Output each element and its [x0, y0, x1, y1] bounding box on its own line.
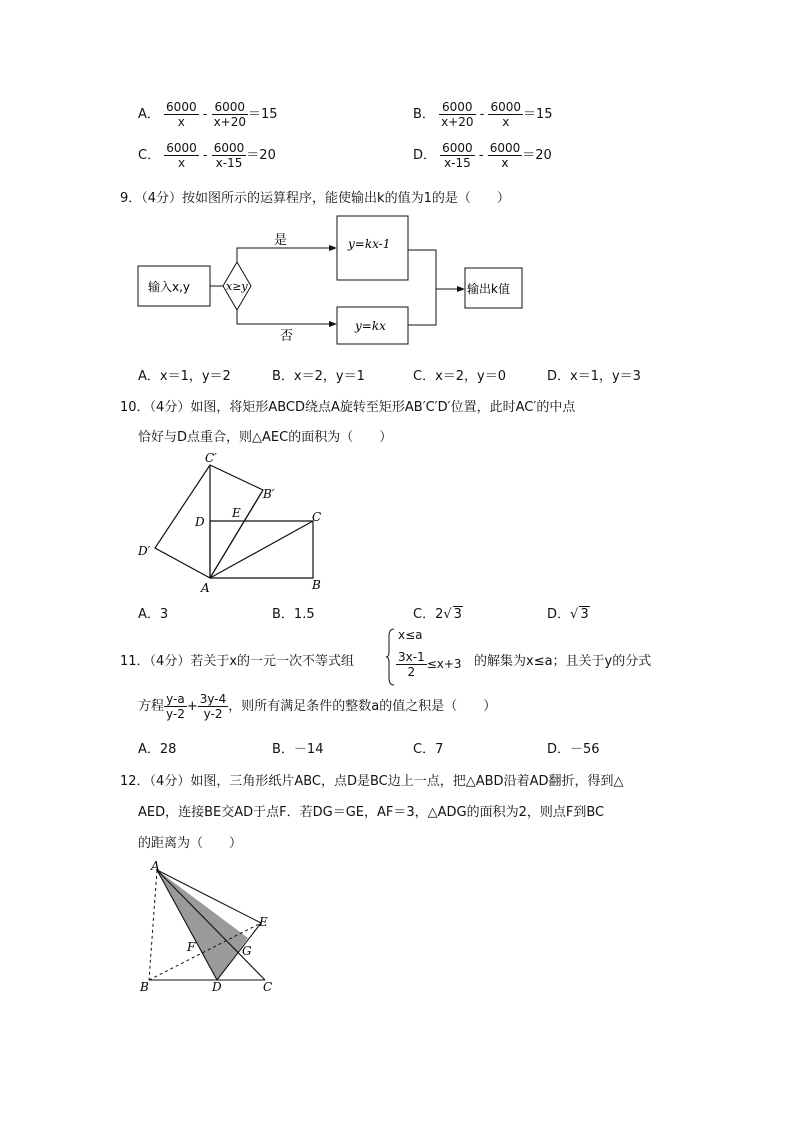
q11-inequality-system: x≤a $\frac{3x-1}{2}$ ≤x+3: [386, 626, 476, 688]
fraction: $\frac{6000}{x-15}$: [442, 141, 473, 170]
q8-option-a[interactable]: A． $\frac{6000}{x}$ - $\frac{6000}{x+20}$ ＝15: [138, 100, 278, 129]
fraction: $\frac{y-a}{y-2}$: [166, 692, 185, 721]
q9-stem: 9．（4分）按如图所示的运算程序，能使输出k的值为1的是（ ）: [120, 191, 510, 206]
fraction: $\frac{6000}{x}$: [489, 141, 521, 170]
q12-line2: AED，连接BE交AD于点F．若DG＝GE，AF＝3，△ADG的面积为2，则点F到BC: [138, 805, 605, 820]
svg-text:B′: B′: [263, 487, 275, 501]
q12-line3: 的距离为（ ）: [138, 836, 243, 851]
q11-option-d[interactable]: D．－56: [547, 742, 600, 757]
condition-label: x≥y: [226, 280, 248, 293]
svg-text:B: B: [140, 980, 149, 994]
option-label: A．: [138, 107, 160, 122]
option-label: C．: [138, 148, 161, 163]
fraction: $\frac{6000}{x}$: [490, 100, 522, 129]
fraction: $\frac{3y-4}{y-2}$: [199, 692, 227, 721]
dashed-ab: [149, 870, 157, 980]
q10-option-d[interactable]: D．√ 3: [547, 607, 589, 622]
input-label: 输入x,y: [148, 280, 191, 294]
sqrt-sign: √: [570, 607, 579, 622]
svg-text:D′: D′: [138, 544, 151, 558]
svg-text:C′: C′: [205, 451, 217, 465]
q8-option-d[interactable]: D． $\frac{6000}{x-15}$ - $\frac{6000}{x}$ ＝20: [413, 141, 552, 170]
no-box-label: y=kx: [355, 319, 386, 333]
q8-option-b[interactable]: B． $\frac{6000}{x+20}$ - $\frac{6000}{x}$ ＝15: [413, 100, 553, 129]
q9-option-b[interactable]: B．x＝2，y＝1: [272, 369, 365, 384]
svg-text:D: D: [195, 515, 205, 529]
svg-text:E: E: [232, 506, 241, 520]
fraction: $\frac{6000}{x-15}$: [213, 141, 245, 170]
sqrt-sign: √: [443, 607, 452, 622]
q11-stem-post: 的解集为x≤a；且关于y的分式: [474, 654, 652, 669]
shaded-triangle-adg: [157, 870, 248, 980]
fraction: $\frac{6000}{x}$: [166, 100, 197, 129]
q11-option-b[interactable]: B．－14: [272, 742, 324, 757]
q8-option-c[interactable]: C． $\frac{6000}{x}$ - $\frac{6000}{x-15}$ ＝20: [138, 141, 276, 170]
svg-text:C: C: [263, 980, 273, 994]
option-label: D．: [413, 148, 437, 163]
yes-label: 是: [274, 233, 288, 248]
q10-option-a[interactable]: A．3: [138, 607, 169, 622]
q10-option-c[interactable]: C．2√ 3: [413, 607, 462, 622]
fraction: $\frac{6000}{x}$: [166, 141, 197, 170]
left-brace: [386, 628, 396, 686]
q11-option-c[interactable]: C．7: [413, 742, 444, 757]
svg-text:A: A: [201, 581, 210, 595]
q11-stem-pre: 11．（4分）若关于x的一元一次不等式组: [120, 654, 355, 669]
fraction: $\frac{3x-1}{2}$: [398, 650, 425, 679]
q9-option-c[interactable]: C．x＝2，y＝0: [413, 369, 507, 384]
fraction: $\frac{6000}{x+20}$: [441, 100, 474, 129]
svg-text:C: C: [312, 510, 322, 524]
svg-text:D: D: [212, 980, 222, 994]
q9-option-d[interactable]: D．x＝1，y＝3: [547, 369, 641, 384]
q11-line2: 方程 $\frac{y-a}{y-2}$ + $\frac{3y-4}{y-2}$ ，则所有满足条件的整数a的值之积是（ ）: [138, 692, 497, 721]
q10-option-b[interactable]: B．1.5: [272, 607, 315, 622]
svg-text:B: B: [312, 578, 321, 592]
q12-line1: 12．（4分）如图，三角形纸片ABC，点D是BC边上一点，把△ABD沿着AD翻折，得到△: [120, 774, 624, 789]
q10-stem-line2: 恰好与D点重合，则△AEC的面积为（ ）: [138, 430, 393, 445]
fraction: $\frac{6000}{x+20}$: [213, 100, 247, 129]
q9-option-a[interactable]: A．x＝1，y＝2: [138, 369, 231, 384]
svg-text:E: E: [259, 915, 268, 929]
q9-flowchart: [130, 210, 530, 350]
q10-figure: [130, 448, 340, 598]
q11-option-a[interactable]: A．28: [138, 742, 177, 757]
output-label: 输出k值: [467, 282, 510, 296]
no-label: 否: [280, 329, 294, 344]
option-label: B．: [413, 107, 435, 122]
yes-box-label: y=kx-1: [348, 237, 391, 251]
q10-stem-line1: 10．（4分）如图，将矩形ABCD绕点A旋转至矩形AB′C′D′位置，此时AC′的中点: [120, 400, 576, 415]
svg-text:G: G: [242, 944, 252, 958]
svg-text:A: A: [151, 859, 160, 873]
q12-figure: [135, 858, 285, 998]
svg-text:F: F: [187, 940, 196, 954]
